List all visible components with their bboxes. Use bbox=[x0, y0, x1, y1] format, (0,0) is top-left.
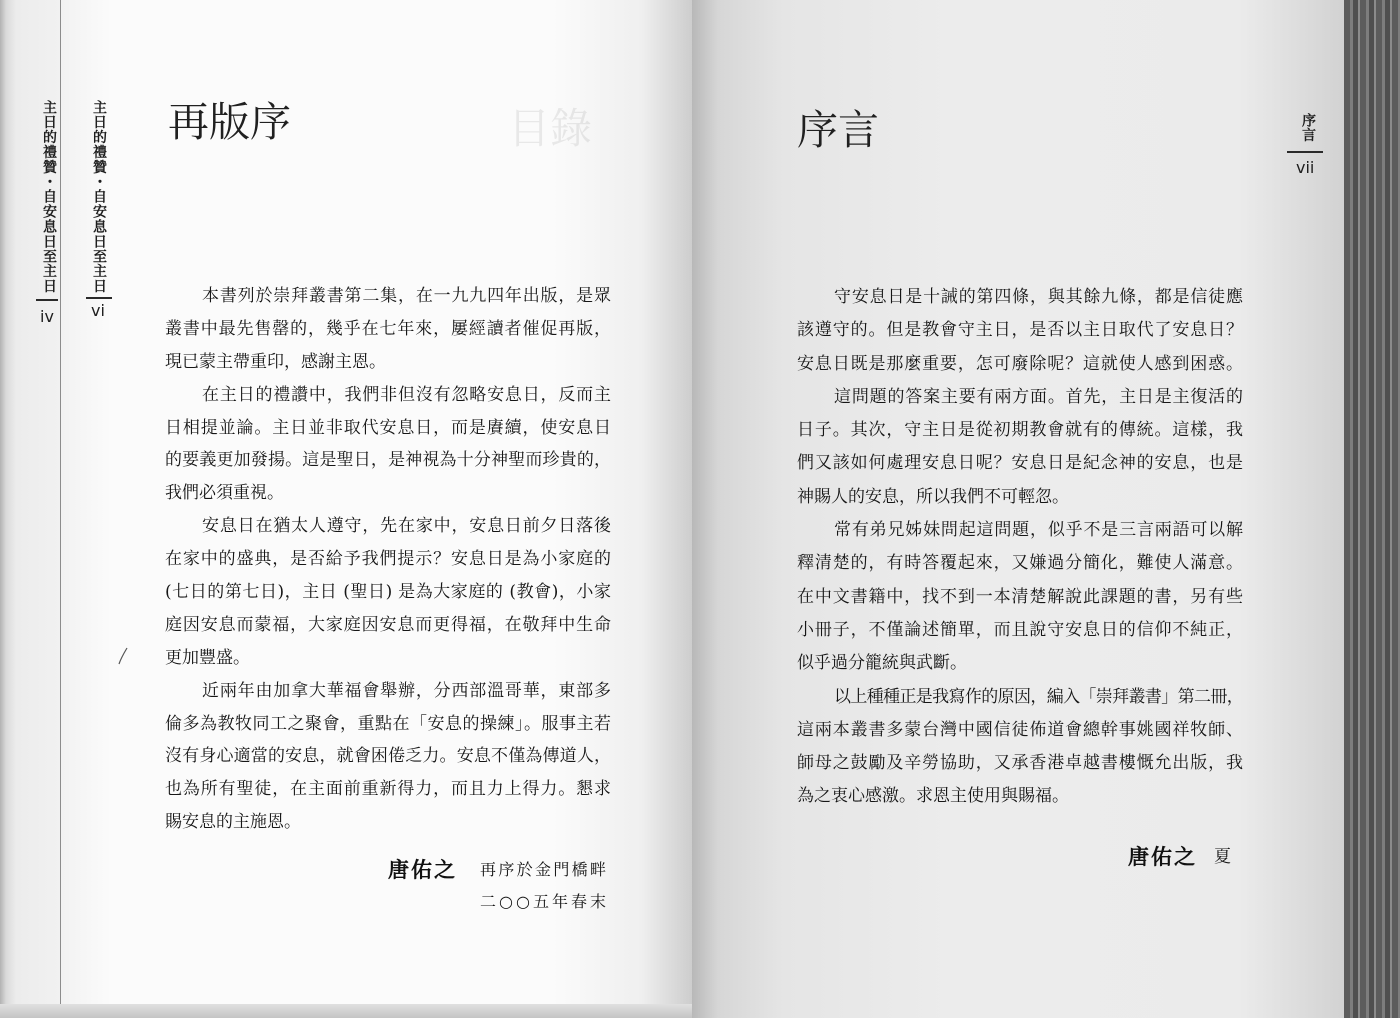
text-line: 庭因安息而蒙福，大家庭因安息而更得福，在敬拜中生命 bbox=[165, 614, 611, 635]
paragraph bbox=[797, 681, 1243, 814]
signature-place: 再序於金門橋畔 bbox=[480, 860, 606, 879]
text-line: 安息日在猶太人遵守，先在家中，安息日前夕日落後 bbox=[202, 516, 611, 537]
running-head-rule bbox=[86, 297, 112, 299]
text-line: 更加豐盛。 bbox=[165, 647, 250, 668]
text-line: 日子。其次，守主日是從初期教會就有的傳統。這樣，我 bbox=[797, 420, 1243, 441]
text-line: 師母之鼓勵及辛勞協助，又承香港卓越書樓慨允出版，我 bbox=[797, 753, 1243, 774]
book-block-edge bbox=[1344, 0, 1400, 1018]
text-line: 常有弟兄姊妹問起這問題，似乎不是三言兩語可以解 bbox=[834, 520, 1243, 541]
paragraph bbox=[165, 675, 611, 839]
text-line: 這兩本叢書多蒙台灣中國信徒佈道會總幹事姚國祥牧師、 bbox=[797, 719, 1243, 740]
text-line: 現已蒙主帶重印，感謝主恩。 bbox=[165, 351, 386, 372]
text-line: 近兩年由加拿大華福會舉辦，分西部溫哥華，東部多 bbox=[202, 680, 611, 701]
signature-season: 夏 bbox=[1214, 847, 1231, 867]
text-line: 沒有身心適當的安息，就會困倦乏力。安息不僅為傳道人， bbox=[165, 746, 611, 767]
paragraph bbox=[797, 514, 1243, 680]
paragraph bbox=[165, 510, 611, 674]
text-line: 神賜人的安息，所以我們不可輕忽。 bbox=[797, 486, 1069, 507]
text-line: 以上種種正是我寫作的原因，編入「崇拜叢書」第二冊， bbox=[834, 686, 1243, 707]
text-line: 在中文書籍中，找不到一本清楚解說此課題的書，另有些 bbox=[797, 586, 1243, 607]
text-line: 我們必須重視。 bbox=[165, 483, 284, 504]
page-number: vii bbox=[1296, 158, 1315, 177]
author-signature: 唐佑之 bbox=[388, 858, 457, 882]
page-title: 序言 bbox=[797, 106, 879, 154]
paragraph bbox=[165, 280, 611, 379]
text-line: 的要義更加發揚。這是聖日，是神視為十分神聖而珍貴的， bbox=[165, 450, 611, 471]
prev-running-head: 主日的禮贊・自安息日至主日 bbox=[41, 100, 57, 294]
bleed-through-title: 目錄 bbox=[508, 104, 593, 153]
paragraph bbox=[797, 381, 1243, 514]
text-line: 釋清楚的，有時答覆起來，又嫌過分簡化，難使人滿意。 bbox=[797, 553, 1243, 574]
text-line: 該遵守的。但是教會守主日，是否以主日取代了安息日？ bbox=[797, 320, 1243, 341]
page-bottom-shade bbox=[0, 1004, 692, 1018]
text-line: 倫多為教牧同工之聚會，重點在「安息的操練」。服事主若 bbox=[165, 713, 611, 734]
text-line: 這問題的答案主要有兩方面。首先，主日是主復活的 bbox=[834, 386, 1243, 407]
page-number: vi bbox=[91, 301, 105, 320]
text-line: 本書列於崇拜叢書第二集，在一九九四年出版，是眾 bbox=[202, 286, 611, 306]
text-line: 在主日的禮讚中，我們非但沒有忽略安息日，反而主 bbox=[202, 384, 611, 405]
pen-mark bbox=[116, 646, 130, 666]
text-line: 叢書中最先售罄的，幾乎在七年來，屢經讀者催促再版， bbox=[165, 318, 611, 339]
paragraph bbox=[165, 379, 611, 511]
prev-page-number: iv bbox=[40, 307, 54, 326]
text-line: 也為所有聖徒，在主面前重新得力，而且力上得力。懇求 bbox=[165, 779, 611, 800]
prev-running-head-rule bbox=[36, 299, 58, 301]
text-line: 小冊子，不僅論述簡單，而且說守安息日的信仰不純正， bbox=[797, 619, 1243, 640]
text-line: 守安息日是十誡的第四條，與其餘九條，都是信徒應 bbox=[834, 287, 1243, 307]
text-line: 們又該如何處理安息日呢？安息日是紀念神的安息，也是 bbox=[797, 453, 1243, 474]
text-line: 似乎過分籠統與武斷。 bbox=[797, 653, 967, 674]
running-head-rule bbox=[1287, 151, 1323, 153]
preface-body bbox=[797, 281, 1243, 814]
text-line: 日相提並論。主日並非取代安息日，而是賡續，使安息日 bbox=[165, 417, 611, 438]
text-line: 在家中的盛典，是否給予我們提示？安息日是為小家庭的 bbox=[165, 549, 611, 570]
running-head: 主日的禮贊・自安息日至主日 bbox=[91, 100, 107, 294]
reprint-preface-body bbox=[165, 280, 611, 839]
signature-date: 二○○五年春末 bbox=[480, 892, 606, 911]
text-line: 安息日既是那麼重要，怎可廢除呢？這就使人感到困惑。 bbox=[797, 353, 1243, 374]
running-head: 序言 bbox=[1300, 113, 1316, 143]
text-line: 賜安息的主施恩。 bbox=[165, 812, 301, 833]
text-line: (七日的第七日)，主日 (聖日) 是為大家庭的 (教會)，小家 bbox=[165, 582, 611, 603]
page-title: 再版序 bbox=[168, 98, 291, 146]
text-line: 為之衷心感激。求恩主使用與賜福。 bbox=[797, 786, 1069, 807]
author-signature: 唐佑之 bbox=[1128, 845, 1197, 869]
paragraph bbox=[797, 281, 1243, 381]
